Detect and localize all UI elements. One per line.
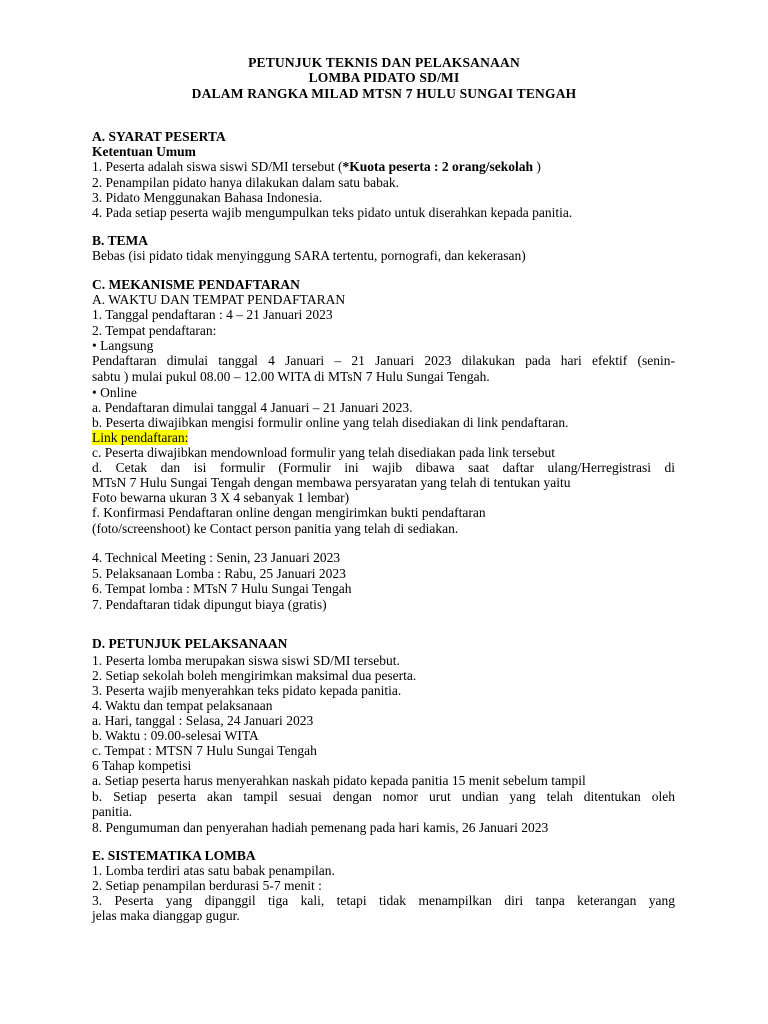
- section-d-line-2: 2. Setiap sekolah boleh mengirimkan maksimal dua peserta.: [92, 668, 417, 683]
- section-a-item-1: [92, 159, 541, 174]
- section-a-item-2: 2. Penampilan pidato hanya dilakukan dalam satu babak.: [92, 175, 400, 190]
- section-d-line-11: panitia.: [92, 804, 133, 819]
- section-d-line-9: a. Setiap peserta harus menyerahkan naskah pidato kepada panitia 15 menit sebelum tampil: [92, 773, 586, 788]
- section-c-line-4: Pendaftaran dimulai tanggal 4 Januari – 21 Januari 2023 dilakukan pada hari efektif (senin-: [92, 353, 675, 368]
- section-a-item-3: 3. Pidato Menggunakan Bahasa Indonesia.: [92, 190, 323, 205]
- section-c-heading: C. MEKANISME PENDAFTARAN: [92, 277, 300, 292]
- section-e-line-2: 2. Setiap penampilan berdurasi 5-7 menit :: [92, 878, 322, 893]
- section-c-line-5: sabtu ) mulai pukul 08.00 – 12.00 WITA di MTsN 7 Hulu Sungai Tengah.: [92, 369, 490, 384]
- section-d-line-12: 8. Pengumuman dan penyerahan hadiah pemenang pada hari kamis, 26 Januari 2023: [92, 820, 549, 835]
- section-d-heading: D. PETUNJUK PELAKSANAAN: [92, 636, 288, 651]
- section-a-subheading: Ketentuan Umum: [92, 144, 196, 159]
- section-d-line-3: 3. Peserta wajib menyerahkan teks pidato kepada panitia.: [92, 683, 402, 698]
- section-e-line-3: 3. Peserta yang dipanggil tiga kali, tetapi tidak menampilkan diri tanpa keterangan yang: [92, 893, 675, 908]
- quota-note: *Kuota peserta : 2 orang/sekolah: [342, 159, 533, 174]
- section-c-line-7: a. Pendaftaran dimulai tanggal 4 Januari – 21 Januari 2023.: [92, 400, 413, 415]
- section-c-line-13: Foto bewarna ukuran 3 X 4 sebanyak 1 lembar): [92, 490, 350, 505]
- section-e-line-4: jelas maka dianggap gugur.: [92, 908, 240, 923]
- highlighted-link-label: Link pendaftaran:: [92, 430, 189, 445]
- section-c-line-16: 4. Technical Meeting : Senin, 23 Januari 2023: [92, 550, 341, 565]
- section-d-line-8: 6 Tahap kompetisi: [92, 758, 192, 773]
- section-c-line-15: (foto/screenshoot) ke Contact person panitia yang telah di sediakan.: [92, 521, 459, 536]
- registration-link-label: [92, 430, 188, 445]
- section-d-line-4: 4. Waktu dan tempat pelaksanaan: [92, 698, 273, 713]
- section-c-line-12: MTsN 7 Hulu Sungai Tengah dengan membawa persyaratan yang telah di tentukan yaitu: [92, 475, 571, 490]
- section-c-line-10: c. Peserta diwajibkan mendownload formulir yang telah disediakan pada link tersebut: [92, 445, 555, 460]
- section-c-line-2: 2. Tempat pendaftaran:: [92, 323, 217, 338]
- section-c-line-11: d. Cetak dan isi formulir (Formulir ini wajib dibawa saat daftar ulang/Herregistrasi di: [92, 460, 675, 475]
- section-b-text: Bebas (isi pidato tidak menyinggung SARA tertentu, pornografi, dan kekerasan): [92, 248, 526, 263]
- section-c-line-14: f. Konfirmasi Pendaftaran online dengan mengirimkan bukti pendaftaran: [92, 505, 486, 520]
- section-c-line-17: 5. Pelaksanaan Lomba : Rabu, 25 Januari 2023: [92, 566, 346, 581]
- section-a-heading: A. SYARAT PESERTA: [92, 129, 226, 144]
- item-1-text: 1. Peserta adalah siswa siswi SD/MI tersebut (: [92, 159, 343, 174]
- section-c-subheading: A. WAKTU DAN TEMPAT PENDAFTARAN: [92, 292, 346, 307]
- doc-title-line-3: DALAM RANGKA MILAD MTSN 7 HULU SUNGAI TENGAH: [191, 86, 577, 101]
- section-c-bullet-online: • Online: [92, 385, 137, 400]
- section-e-heading: E. SISTEMATIKA LOMBA: [92, 848, 256, 863]
- section-a-item-4: 4. Pada setiap peserta wajib mengumpulkan teks pidato untuk diserahkan kepada panitia.: [92, 205, 573, 220]
- section-b-heading: B. TEMA: [92, 233, 149, 248]
- doc-title-line-1: PETUNJUK TEKNIS DAN PELAKSANAAN: [248, 55, 520, 70]
- section-d-line-5: a. Hari, tanggal : Selasa, 24 Januari 2023: [92, 713, 314, 728]
- doc-title-line-2: LOMBA PIDATO SD/MI: [308, 70, 460, 85]
- section-d-line-10: b. Setiap peserta akan tampil sesuai dengan nomor urut undian yang telah ditentukan oleh: [92, 789, 675, 804]
- section-c-bullet-langsung: • Langsung: [92, 338, 154, 353]
- section-d-line-7: c. Tempat : MTSN 7 Hulu Sungai Tengah: [92, 743, 317, 758]
- section-e-line-1: 1. Lomba terdiri atas satu babak penampilan.: [92, 863, 335, 878]
- section-d-line-6: b. Waktu : 09.00-selesai WITA: [92, 728, 259, 743]
- section-c-line-18: 6. Tempat lomba : MTsN 7 Hulu Sungai Tengah: [92, 581, 352, 596]
- section-c-line-19: 7. Pendaftaran tidak dipungut biaya (gratis): [92, 597, 327, 612]
- section-c-line-1: 1. Tanggal pendaftaran : 4 – 21 Januari 2023: [92, 307, 333, 322]
- section-c-line-8: b. Peserta diwajibkan mengisi formulir online yang telah disediakan di link pendaftaran.: [92, 415, 569, 430]
- item-1-close: ): [532, 159, 541, 174]
- section-d-line-1: 1. Peserta lomba merupakan siswa siswi SD/MI tersebut.: [92, 653, 400, 668]
